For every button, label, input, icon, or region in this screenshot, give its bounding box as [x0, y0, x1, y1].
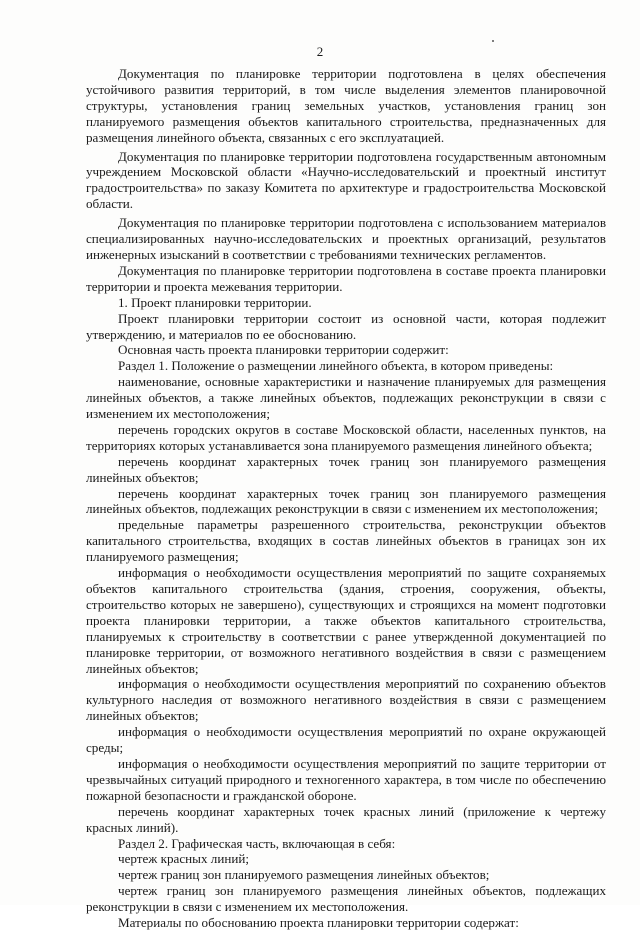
- list-item: предельные параметры разрешенного строительства, реконструкции объектов капитального строительства, входящих в состав линейных объектов в границах зон их планируемого размещения;: [86, 517, 606, 565]
- list-item: перечень городских округов в составе Московской области, населенных пунктов, на территориях которых устанавливается зона планируемого размещения линейного объекта;: [86, 421, 606, 453]
- list-item: чертеж красных линий;: [118, 851, 249, 867]
- paragraph: Материалы по обоснованию проекта планировки территории содержат:: [118, 915, 519, 931]
- scan-speck: [492, 40, 494, 42]
- paragraph: Основная часть проекта планировки территории содержит:: [118, 342, 449, 358]
- paragraph: Документация по планировке территории подготовлена государственным автономным учреждением Московской области «Научно-исследовательский и проектный институт градостроительства» по заказу Комитета по архитектуре и градостроительства Московской области.: [86, 148, 606, 212]
- list-item: перечень координат характерных точек красных линий (приложение к чертежу красных линий).: [86, 803, 606, 835]
- list-item: информация о необходимости осуществления мероприятий по защите сохраняемых объектов капитального строительства (здания, строения, сооружения, объекты, строительство которых не завершено), существующих и строящихся на момент подготовки проекта планировки территории, а также объектов капитального строительства, планируемых к строительству в соответствии с ранее утвержденной документацией по планировке территории, от возможного негативного воздействия в связи с размещением линейных объектов;: [86, 565, 606, 676]
- body-text: [86, 66, 606, 931]
- list-item: информация о необходимости осуществления мероприятий по охране окружающей среды;: [86, 724, 606, 756]
- paragraph: Документация по планировке территории подготовлена в составе проекта планировки территории и проекта межевания территории.: [86, 262, 606, 294]
- paragraph: Документация по планировке территории подготовлена в целях обеспечения устойчивого развития территорий, в том числе выделения элементов планировочной структуры, установления границ земельных участков, установления границ зон планируемого размещения объектов капитального строительства, предназначенных для размещения линейного объекта, связанных с его эксплуатацией.: [86, 66, 606, 145]
- section-heading: Раздел 1. Положение о размещении линейного объекта, в котором приведены:: [118, 358, 554, 374]
- list-item: чертеж границ зон планируемого размещения линейных объектов, подлежащих реконструкции в связи с изменением их местоположения.: [86, 883, 606, 915]
- paragraph: Документация по планировке территории подготовлена с использованием материалов специализированных научно-исследовательских и проектных организаций, результатов инженерных изысканий в соответствии с требованиями технических регламентов.: [86, 215, 606, 262]
- section-heading: Раздел 2. Графическая часть, включающая в себя:: [118, 835, 396, 851]
- page-number: 2: [316, 44, 324, 59]
- paragraph: Проект планировки территории состоит из основной части, которая подлежит утверждению, и материалов по ее обоснованию.: [86, 310, 606, 342]
- list-item: информация о необходимости осуществления мероприятий по защите территории от чрезвычайных ситуаций природного и техногенного характера, в том числе по обеспечению пожарной безопасности и гражданской обороне.: [86, 755, 606, 803]
- list-item: перечень координат характерных точек границ зон планируемого размещения линейных объектов, подлежащих реконструкции в связи с изменением их местоположения;: [86, 485, 606, 517]
- list-item: перечень координат характерных точек границ зон планируемого размещения линейных объектов;: [86, 453, 606, 485]
- list-item: информация о необходимости осуществления мероприятий по сохранению объектов культурного наследия от возможного негативного воздействия в связи с размещением линейных объектов;: [86, 676, 606, 724]
- section-heading: 1. Проект планировки территории.: [118, 294, 312, 310]
- list-item: наименование, основные характеристики и назначение планируемых для размещения линейных объектов, а также линейных объектов, подлежащих реконструкции в связи с изменением их местоположения;: [86, 374, 606, 422]
- list-item: чертеж границ зон планируемого размещения линейных объектов;: [118, 867, 490, 883]
